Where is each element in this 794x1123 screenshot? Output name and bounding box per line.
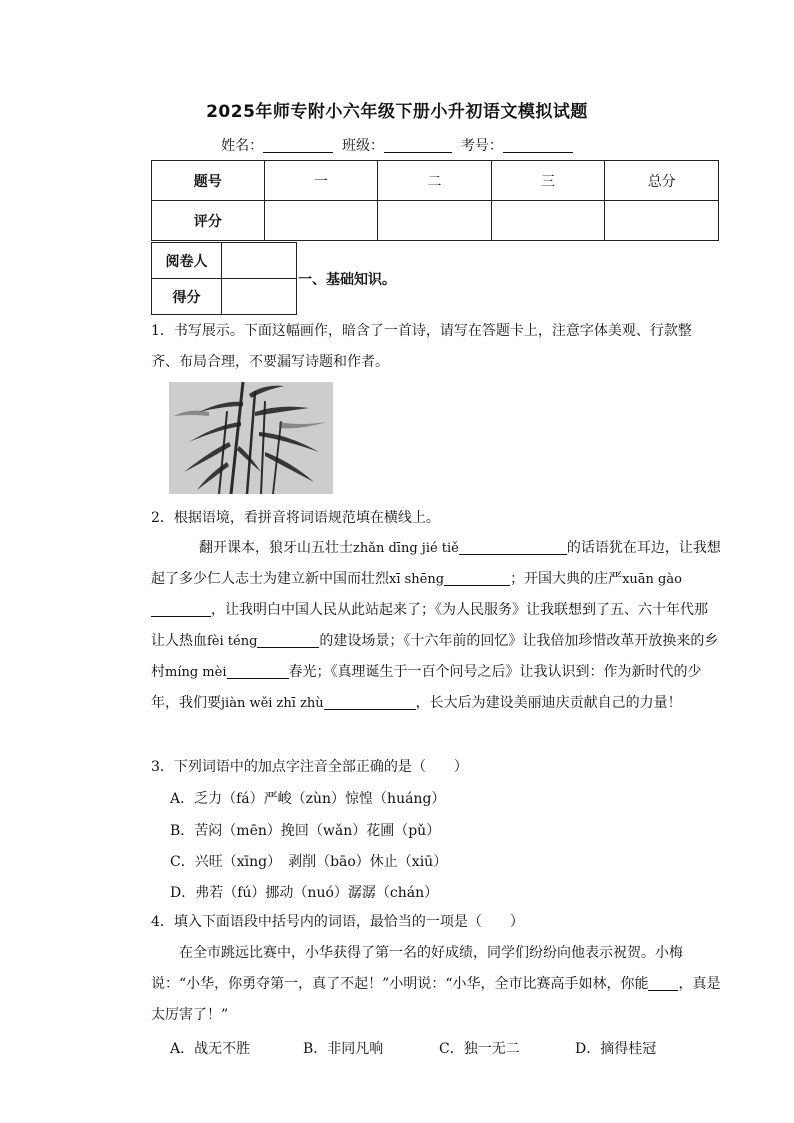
class-blank[interactable] xyxy=(384,138,452,153)
question-2-stem: 2．根据语境，看拼音将词语规范填在横线上。 xyxy=(151,510,440,526)
score-table-row xyxy=(152,201,719,241)
q2-text: 翻开课本，狼牙山五壮士 xyxy=(199,540,353,556)
q2-blank-4[interactable] xyxy=(257,631,319,648)
reviewer-score-label: 得分 xyxy=(152,279,222,315)
q4-text: 在全市跳远比赛中，小华获得了第一名的好成绩，同学们纷纷向他表示祝贺。小梅说：“小华，你勇夺第一，真了不起！”小明说：“小华，全市比赛高手如林，你能 xyxy=(151,945,683,992)
score-cell[interactable] xyxy=(378,201,492,241)
q4-text: ，真是太厉害了！” xyxy=(151,976,721,1023)
question-4-stem: 4．填入下面语段中括号内的词语，最恰当的一项是（ ） xyxy=(151,914,524,930)
score-table xyxy=(151,160,719,241)
q2-text: ，让我明白中国人民从此站起来了；《为人民服务》让我联想到了五、六十年代那让人热血 xyxy=(151,602,708,649)
q2-text: 的建设场景；《十六年前的回忆》让我倍加珍惜改革开放换来的乡村 xyxy=(151,633,719,680)
q2-pinyin: xuān gào xyxy=(622,572,682,587)
exam-no-label: 考号： xyxy=(460,138,503,154)
question-1 xyxy=(151,316,721,378)
q2-text: ；开国大典的庄严 xyxy=(510,571,623,587)
score-cell[interactable] xyxy=(264,201,378,241)
score-table-header-row xyxy=(152,161,719,201)
reviewer-score-cell[interactable] xyxy=(222,279,297,315)
q2-blank-3[interactable] xyxy=(151,600,211,617)
q2-blank-5[interactable] xyxy=(227,662,289,679)
score-header-cell: 总分 xyxy=(605,161,719,201)
score-header-cell: 二 xyxy=(378,161,492,201)
q2-pinyin: xī shēng xyxy=(389,572,445,587)
question-3-option-b[interactable]: B．苦闷（mēn）挽回（wǎn）花圃（pǔ） xyxy=(170,823,441,839)
name-label: 姓名： xyxy=(221,138,264,154)
q2-blank-2[interactable] xyxy=(444,569,510,586)
q4-blank[interactable] xyxy=(648,974,678,991)
name-blank[interactable] xyxy=(263,138,333,153)
q2-pinyin: fèi téng xyxy=(207,634,258,649)
score-cell[interactable] xyxy=(491,201,605,241)
reviewer-label: 阅卷人 xyxy=(152,243,222,279)
question-4-passage xyxy=(151,938,721,1031)
student-info-line xyxy=(0,135,794,155)
question-4-option-d[interactable]: D．摘得桂冠 xyxy=(575,1041,657,1057)
q2-text: 春光；《真理诞生于一百个问号之后》让我认识到：作为新时代的少年，我们要 xyxy=(151,664,702,711)
question-2-passage xyxy=(151,533,721,719)
reviewer-table xyxy=(151,242,297,315)
question-3-option-c[interactable]: C．兴旺（xīng） 剥削（bāo）休止（xiū） xyxy=(170,854,448,870)
score-cell[interactable] xyxy=(605,201,719,241)
question-3-option-d[interactable]: D．弗若（fú）挪动（nuó）潺潺（chán） xyxy=(170,885,439,901)
question-4-option-b[interactable]: B．非同凡响 xyxy=(303,1041,384,1057)
q2-pinyin: jiàn wěi zhī zhù xyxy=(221,696,324,711)
section-heading: 一、基础知识。 xyxy=(298,272,396,288)
question-1-line-1: 1．书写展示。下面这幅画作，暗含了一首诗，请写在答题卡上，注意字体美观、行款整 xyxy=(151,323,692,339)
q2-text: ，长大后为建设美丽迪庆贡献自己的力量！ xyxy=(415,695,682,711)
score-header-cell: 题号 xyxy=(152,161,265,201)
score-header-cell: 三 xyxy=(491,161,605,201)
score-row-label: 评分 xyxy=(152,201,265,241)
exam-no-blank[interactable] xyxy=(503,138,573,153)
q2-blank-1[interactable] xyxy=(459,538,567,555)
score-header-cell: 一 xyxy=(264,161,378,201)
q2-pinyin: míng mèi xyxy=(165,665,227,680)
question-4-option-c[interactable]: C．独一无二 xyxy=(439,1041,520,1057)
q2-blank-6[interactable] xyxy=(324,693,416,710)
question-1-line-2: 齐、布局合理，不要漏写诗题和作者。 xyxy=(151,354,389,370)
bamboo-painting-svg xyxy=(169,382,333,494)
q2-text: 的话语犹在耳边，让我想起了多少仁人志士为建立新中国而壮烈 xyxy=(151,540,721,587)
question-4-option-a[interactable]: A．战无不胜 xyxy=(170,1041,251,1057)
bamboo-painting-image xyxy=(169,382,333,494)
reviewer-cell[interactable] xyxy=(222,243,297,279)
question-3-stem: 3．下列词语中的加点字注音全部正确的是（ ） xyxy=(151,759,468,775)
page-title: 2025年师专附小六年级下册小升初语文模拟试题 xyxy=(206,102,588,122)
question-4-options xyxy=(170,1038,730,1058)
question-3-option-a[interactable]: A．乏力（fá）严峻（zùn）惊惶（huáng） xyxy=(170,791,446,807)
class-label: 班级： xyxy=(342,138,384,154)
q2-pinyin: zhǎn dīng jié tiě xyxy=(353,541,459,556)
